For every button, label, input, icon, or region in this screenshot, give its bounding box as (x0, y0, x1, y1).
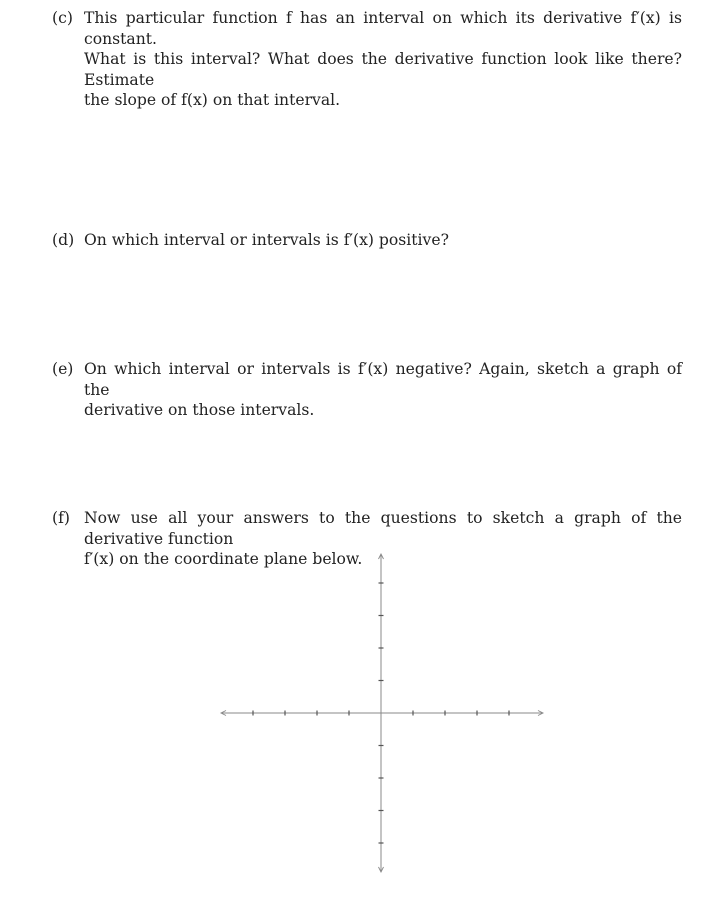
problem-text-line: On which interval or intervals is f′(x) negative? Again, sketch a graph of the (84, 360, 682, 399)
problem-text-line: derivative on those intervals. (84, 401, 315, 419)
problem-text-line: Now use all your answers to the questions to sketch a graph of the derivative function (84, 509, 682, 548)
problem-text-line: the slope of f(x) on that interval. (84, 91, 341, 109)
problem-label: (c) (52, 9, 73, 27)
problem-text-line: f′(x) on the coordinate plane below. (84, 550, 363, 568)
problem-text-line: On which interval or intervals is f′(x) positive? (84, 231, 449, 249)
problem-label: (d) (52, 231, 75, 249)
problem-text-line: This particular function f has an interval on which its derivative f′(x) is constant. (84, 9, 682, 48)
problem-label: (f) (52, 509, 70, 527)
problem-label: (e) (52, 360, 74, 378)
problem-text-line: What is this interval? What does the derivative function look like there? Estimate (84, 50, 682, 89)
